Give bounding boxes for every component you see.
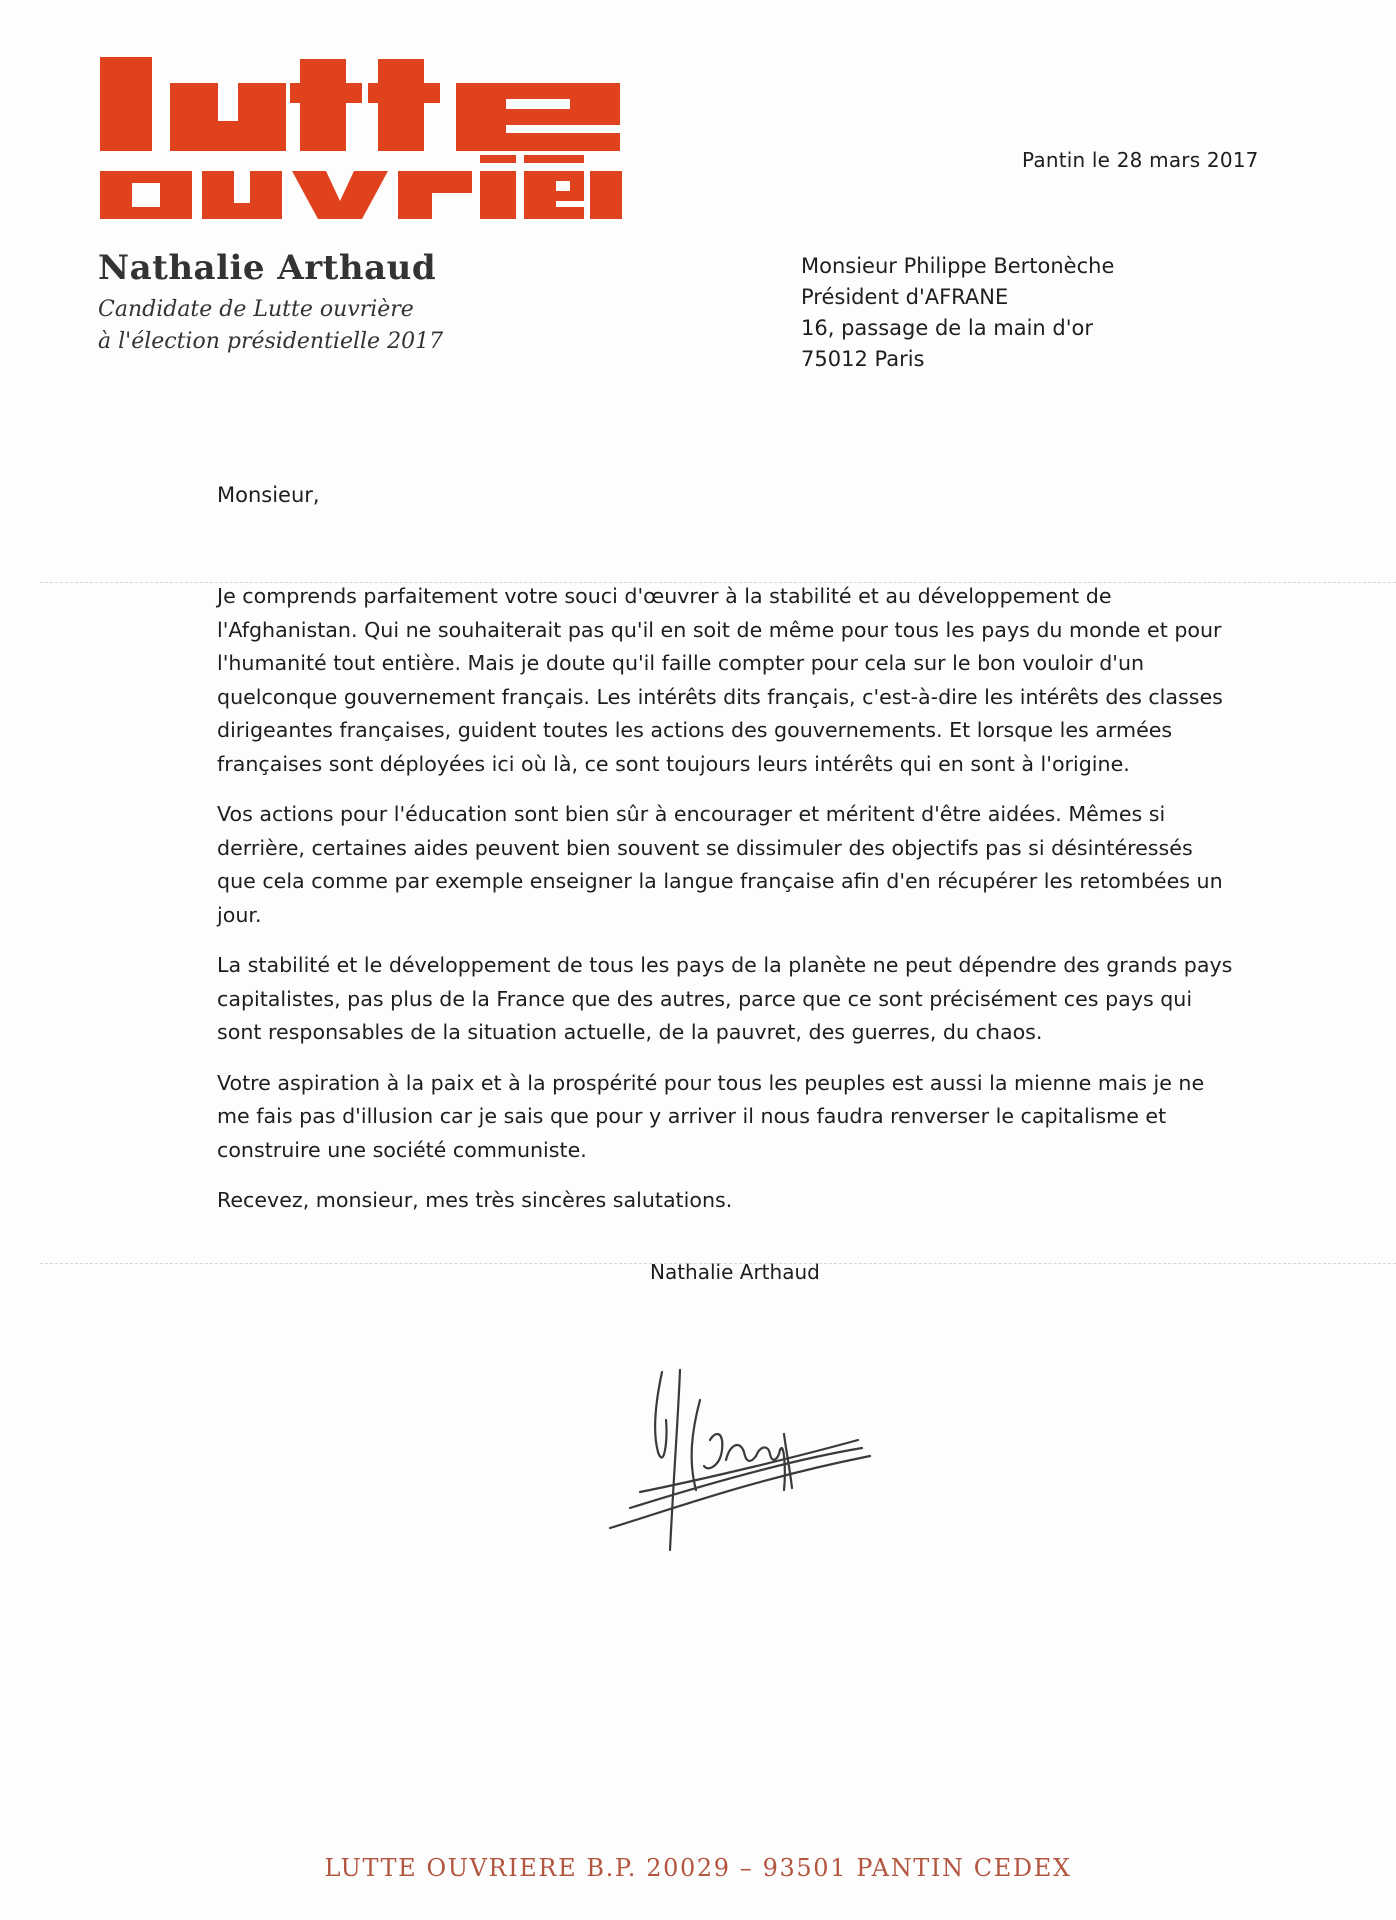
recipient-address bbox=[801, 251, 1114, 375]
sender-title-line: à l'élection présidentielle 2017 bbox=[98, 329, 444, 354]
sender-name: Nathalie Arthaud bbox=[98, 248, 437, 288]
letter-body bbox=[217, 580, 1237, 1235]
closing-formula: Recevez, monsieur, mes très sincères salutations. bbox=[217, 1188, 733, 1212]
body-paragraph: La stabilité et le développement de tous les pays de la planète ne peut dépendre des grands pays capitalistes, pas plus de la France que des autres, parce que ce sont précisément ces pays qui sont responsables de la situation actuelle, de la pauvret, des guerres, du chaos. bbox=[217, 953, 1233, 1044]
signature-name: Nathalie Arthaud bbox=[650, 1260, 820, 1284]
salutation: Monsieur, bbox=[217, 483, 320, 507]
recipient-line: 75012 Paris bbox=[801, 347, 925, 371]
handwritten-signature bbox=[600, 1360, 880, 1560]
body-paragraph: Votre aspiration à la paix et à la prospérité pour tous les peuples est aussi la mienne mais je ne me fais pas d'illusion car je sais que pour y arriver il nous faudra renverser le capitalisme et construire une société communiste. bbox=[217, 1070, 1205, 1162]
recipient-line: 16, passage de la main d'or bbox=[801, 316, 1093, 340]
lutte-ouvriere-logo bbox=[100, 55, 622, 223]
sender-block bbox=[98, 248, 443, 358]
letter-date: Pantin le 28 mars 2017 bbox=[1022, 148, 1259, 172]
footer-address: LUTTE OUVRIERE B.P. 20029 – 93501 PANTIN CEDEX bbox=[324, 1854, 1072, 1882]
recipient-line: Monsieur Philippe Bertonèche bbox=[801, 254, 1115, 278]
sender-title-line: Candidate de Lutte ouvrière bbox=[98, 297, 414, 322]
body-paragraph: Vos actions pour l'éducation sont bien sûr à encourager et méritent d'être aidées. Mêmes si derrière, certaines aides peuvent bien souvent se dissimuler des objectifs pas si désintéressés que cela comme par exemple enseigner la langue française afin d'en récupérer les retombées un jour. bbox=[217, 802, 1223, 927]
body-paragraph: Je comprends parfaitement votre souci d'œuvrer à la stabilité et au développement de l'Afghanistan. Qui ne souhaiterait pas qu'il en soit de même pour tous les pays du monde et pour l'humanité tout entière. Mais je doute qu'il faille compter pour cela sur le bon vouloir d'un quelconque gouvernement français. Les intérêts dits français, c'est-à-dire les intérêts des classes dirigeantes françaises, guident toutes les actions des gouvernements. Et lorsque les armées françaises sont déployées ici où là, ce sont toujours leurs intérêts qui en sont à l'origine. bbox=[217, 584, 1223, 776]
recipient-line: Président d'AFRANE bbox=[801, 285, 1009, 309]
